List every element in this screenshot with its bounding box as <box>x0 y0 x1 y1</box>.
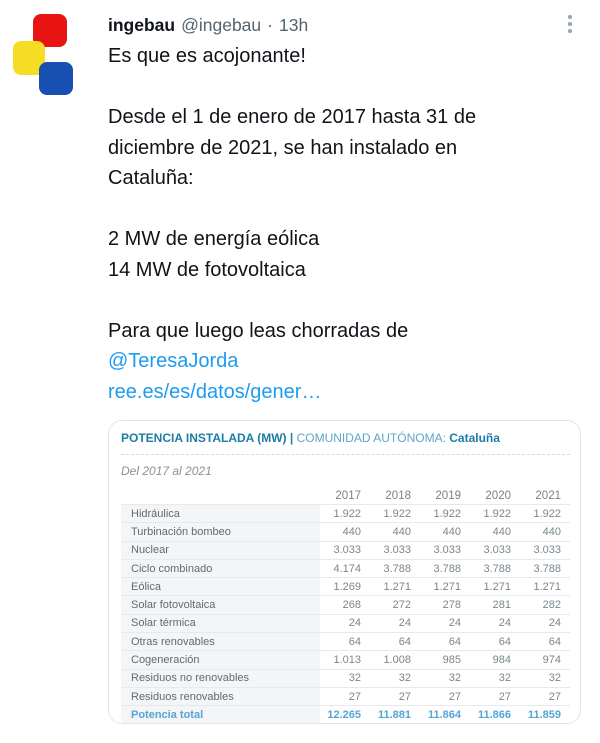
table-cell: 24 <box>498 617 511 630</box>
table-cell: 440 <box>342 525 361 538</box>
row-label: Residuos no renovables <box>121 670 320 687</box>
table-cell: 12.265 <box>327 708 361 721</box>
card-title-label: COMUNIDAD AUTÓNOMA: <box>293 431 450 445</box>
card-title-main: POTENCIA INSTALADA (MW) | <box>121 431 294 445</box>
row-label: Potencia total <box>121 706 320 723</box>
table-cell: 24 <box>448 617 461 630</box>
table-cell: 3.788 <box>483 562 511 575</box>
meta-separator: · <box>267 15 273 35</box>
tweet-body <box>108 41 588 407</box>
table-cell: 32 <box>398 672 411 685</box>
table-cell: 3.788 <box>533 562 561 575</box>
table-cell: 11.864 <box>427 708 461 721</box>
tweet-text-line: diciembre de 2021, se han instalado en <box>108 136 458 159</box>
tweet-text-line: Desde el 1 de enero de 2017 hasta 31 de <box>108 106 477 128</box>
power-table <box>121 487 570 724</box>
avatar-blue-square-icon <box>39 62 73 95</box>
table-cell: 4.174 <box>333 562 361 575</box>
table-cell: 1.271 <box>433 580 461 593</box>
table-cell: 27 <box>448 690 461 703</box>
table-cell: 1.013 <box>333 654 361 667</box>
table-cell: 3.033 <box>333 544 361 557</box>
year-column-header: 2021 <box>535 489 561 502</box>
table-row <box>121 522 570 540</box>
handle[interactable]: @ingebau <box>181 15 262 35</box>
table-cell: 1.271 <box>533 580 561 593</box>
table-cell: 1.922 <box>333 507 361 520</box>
table-cell: 27 <box>548 690 561 703</box>
table-row <box>121 669 570 687</box>
table-cell: 268 <box>342 599 361 612</box>
tweet-link[interactable]: @TeresaJorda <box>108 350 239 372</box>
card-subtitle: Del 2017 al 2021 <box>121 464 212 478</box>
table-row <box>121 687 570 705</box>
table-cell: 27 <box>348 690 361 703</box>
row-label: Solar fotovoltaica <box>121 596 320 613</box>
table-row <box>121 559 570 577</box>
table-cell: 64 <box>348 635 361 648</box>
table-cell: 1.008 <box>383 654 411 667</box>
year-column-header: 2017 <box>335 489 361 502</box>
table-cell: 281 <box>492 599 511 612</box>
row-label: Hidráulica <box>121 505 320 522</box>
table-row <box>121 541 570 559</box>
year-column-header: 2018 <box>385 489 411 502</box>
table-cell: 32 <box>448 672 461 685</box>
table-cell: 3.788 <box>383 562 411 575</box>
card-title <box>121 430 570 455</box>
table-cell: 440 <box>542 525 561 538</box>
year-column-header: 2019 <box>435 489 461 502</box>
table-cell: 27 <box>398 690 411 703</box>
table-cell: 1.269 <box>333 580 361 593</box>
card-title-region: Cataluña <box>449 431 500 445</box>
row-label: Residuos renovables <box>121 688 320 705</box>
row-label: Ciclo combinado <box>121 560 320 577</box>
row-label: Nuclear <box>121 542 320 559</box>
table-cell: 1.922 <box>433 507 461 520</box>
table-cell: 1.922 <box>383 507 411 520</box>
table-cell: 11.881 <box>377 708 411 721</box>
table-cell: 3.033 <box>533 544 561 557</box>
display-name[interactable]: ingebau <box>108 15 176 35</box>
table-header-row <box>121 487 570 504</box>
table-cell: 11.859 <box>527 708 561 721</box>
table-cell: 1.922 <box>483 507 511 520</box>
row-label: Solar térmica <box>121 615 320 632</box>
blank-line <box>108 194 588 225</box>
table-cell: 24 <box>348 617 361 630</box>
table-cell: 64 <box>448 635 461 648</box>
tweet-link[interactable]: ree.es/es/datos/gener… <box>108 380 322 403</box>
table-row <box>121 504 570 522</box>
table-cell: 974 <box>542 654 561 667</box>
table-cell: 440 <box>442 525 461 538</box>
tweet-text-line: 2 MW de energía eólica <box>108 228 320 250</box>
table-row <box>121 650 570 668</box>
table-cell: 282 <box>542 599 561 612</box>
table-cell: 64 <box>548 635 561 648</box>
table-row <box>121 577 570 595</box>
blank-line <box>108 72 588 103</box>
table-cell: 3.033 <box>433 544 461 557</box>
row-label: Otras renovables <box>121 633 320 650</box>
table-row <box>121 632 570 650</box>
table-cell: 64 <box>398 635 411 648</box>
table-cell: 32 <box>548 672 561 685</box>
table-cell: 32 <box>498 672 511 685</box>
avatar[interactable] <box>12 10 88 98</box>
table-cell: 1.922 <box>533 507 561 520</box>
table-cell: 272 <box>392 599 411 612</box>
table-cell: 24 <box>398 617 411 630</box>
blank-line <box>108 285 588 316</box>
table-cell: 278 <box>442 599 461 612</box>
table-cell: 27 <box>498 690 511 703</box>
table-cell: 11.866 <box>477 708 511 721</box>
tweet-text-line: Cataluña: <box>108 167 194 189</box>
row-label: Cogeneración <box>121 651 320 668</box>
table-body <box>121 504 570 724</box>
table-cell: 3.788 <box>433 562 461 575</box>
year-column-header: 2020 <box>485 489 511 502</box>
tweet-header <box>108 10 588 41</box>
tweet-content <box>108 10 588 724</box>
table-cell: 64 <box>498 635 511 648</box>
link-card[interactable] <box>108 420 581 724</box>
tweet-text-line: Para que luego leas chorradas de <box>108 319 409 342</box>
table-row <box>121 614 570 632</box>
table-cell: 985 <box>442 654 461 667</box>
table-cell: 3.033 <box>483 544 511 557</box>
row-label: Eólica <box>121 578 320 595</box>
table-row <box>121 595 570 613</box>
table-cell: 32 <box>348 672 361 685</box>
table-cell: 984 <box>492 654 511 667</box>
tweet-text-line: 14 MW de fotovoltaica <box>108 258 306 281</box>
table-cell: 1.271 <box>383 580 411 593</box>
table-cell: 3.033 <box>383 544 411 557</box>
total-row <box>121 705 570 723</box>
table-cell: 24 <box>548 617 561 630</box>
timestamp[interactable]: 13h <box>278 15 309 35</box>
tweet-text-line: Es que es acojonante! <box>108 45 306 67</box>
table-cell: 440 <box>492 525 511 538</box>
table-cell: 1.271 <box>483 580 511 593</box>
row-label: Turbinación bombeo <box>121 523 320 540</box>
table-cell: 440 <box>392 525 411 538</box>
